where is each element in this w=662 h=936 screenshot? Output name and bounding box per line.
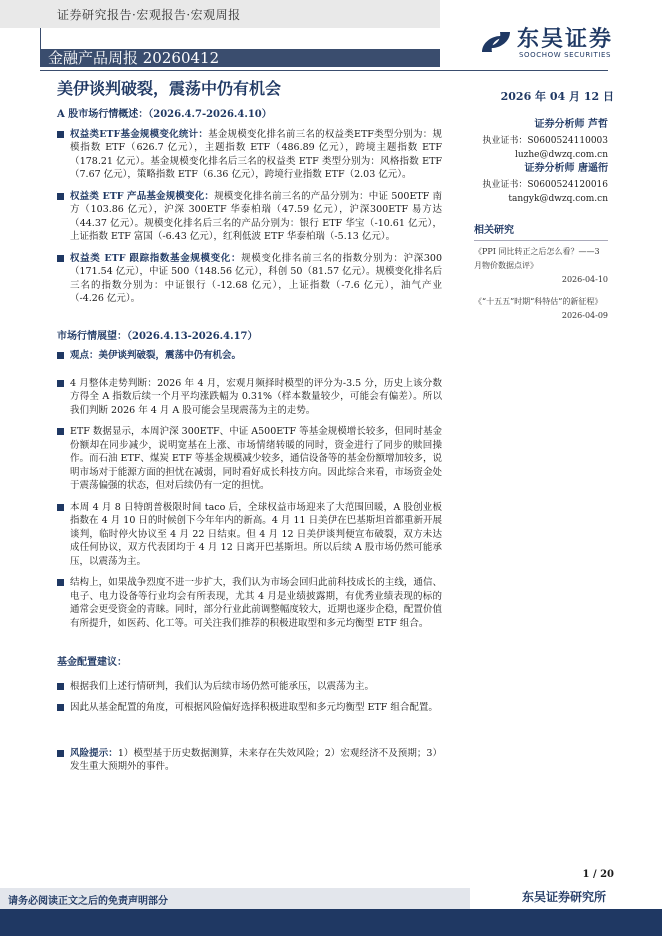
list-item: 权益类 ETF 跟踪指数基金规模变化：规模变化排名前三名的指数分别为：沪深300（171.54 亿元），中证 500（148.56 亿元），科创 50（81.57 亿元）。规模变化排名后三名的指数分别为：中证银行（-12.68 亿元），上证指数（-7.6 亿元），油气产业（-4.26 亿元）。 <box>57 252 442 306</box>
report-series: 金融产品周报 20260412 <box>48 49 220 67</box>
header-rule <box>40 70 608 71</box>
header-divider <box>40 28 41 49</box>
bullet-square-icon <box>57 193 64 200</box>
analyst-name: 证券分析师 芦哲 <box>534 119 608 130</box>
outlook-view: 观点：美伊谈判破裂，震荡中仍有机会。 <box>57 349 442 363</box>
list-item: 结构上，如果战争烈度不进一步扩大，我们认为市场会回归此前科技成长的主线，通信、电子、电力设备等行业均会有所表现，尤其 4 月是业绩披露期，有优秀业绩表现的标的通常会更受资金的青睐。同时，部分行业此前调整幅度较大，近期也逐步企稳，配置价值有所提升，如医药、化工等。可关注我们推荐的积极进取型和多元均衡型 ETF 组合。 <box>57 576 442 630</box>
related-research-link[interactable]: 《PPI 同比转正之后怎么看？——3 月物价数据点评》 <box>474 247 600 270</box>
analyst-email[interactable]: luzhe@dwzq.com.cn <box>514 150 608 160</box>
list-item: 根据我们上述行情研判，我们认为后续市场仍然可能承压，以震荡为主。 <box>57 680 442 694</box>
analyst-license: 执业证书：S0600524120016 <box>482 180 608 190</box>
sidebar <box>474 118 608 331</box>
logo-english: SOOCHOW SECURITIES <box>519 51 612 59</box>
logo-name: 东吴证券 <box>517 27 614 52</box>
related-research-date: 2026-04-09 <box>561 311 608 320</box>
bullet-square-icon <box>57 428 64 435</box>
disclaimer-strip <box>0 888 470 909</box>
bullet-square-icon <box>57 704 64 711</box>
report-date: 2026 年 04 月 12 日 <box>500 90 614 103</box>
main-content <box>57 108 442 782</box>
fund-section-title: 基金配置建议： <box>57 657 127 668</box>
bullet-square-icon <box>57 579 64 586</box>
report-series-bar <box>40 49 440 67</box>
list-item: 权益类 ETF 产品基金规模变化：规模变化排名前三名的产品分别为：中证 500ETF 南方（103.86 亿元），沪深 300ETF 华泰柏瑞（47.59 亿元），沪深300ETF 易方达（44.37 亿元）。规模变化排名后三名的产品分别为：银行 ETF 华宝（-10.61 亿元），上证指数 ETF 富国（-6.43 亿元），红利低波 ETF 华泰柏瑞（-5.13 亿元）。 <box>57 190 442 244</box>
list-item: ETF 数据显示，本周沪深 300ETF、中证 A500ETF 等基金规模增长较多，但同时基金份额却在同步减少，说明宽基在上涨、市场情绪转暖的同时，资金进行了同步的赎回操作。而石油 ETF、煤炭 ETF 等基金规模减少较多，通信设备等的基金份额增加较多，说明市场对于能源方面的担忧在减弱，同时看好成长科技方向。因此综合来看，市场资金处于震荡偏强的状态，但对后续仍有一定的担忧。 <box>57 425 442 493</box>
footer-bar <box>0 909 662 936</box>
outlook-section-title: 市场行情展望：（2026.4.13-2026.4.17） <box>57 330 258 342</box>
disclaimer-text: 请务必阅读正文之后的免责声明部分 <box>8 896 168 907</box>
bullet-square-icon <box>57 380 64 387</box>
report-category: 证券研究报告·宏观报告·宏观周报 <box>57 8 241 22</box>
report-category-bar <box>0 0 440 28</box>
bullet-square-icon <box>57 352 64 359</box>
list-item: 本周 4 月 8 日特朗普极限时间 taco 后，全球权益市场迎来了大范围回暖，A 股创业板指数在 4 月 10 日的时候创下今年年内的新高。4 月 11 日美伊在巴基斯坦首都重新开展谈判，临时停火协议至 4 月 22 日结束。但 4 月 12 日美伊谈判便宣布破裂，双方未达成任何协议，双方代表团均于 4 月 12 日离开巴基斯坦。所以后续 A 股市场仍然可能承压，以震荡为主。 <box>57 501 442 569</box>
list-item: 4 月整体走势判断：2026 年 4 月，宏观月频择时模型的评分为-3.5 分，历史上该分数方得全 A 指数后续一个月平均涨跌幅为 0.31%（样本数量较少，可能会有偏差）。所以我们判断 2026 年 4 月 A 股可能会呈现震荡为主的走势。 <box>57 377 442 418</box>
analyst-name: 证券分析师 唐遥衎 <box>524 163 608 174</box>
footer-org: 东吴证券研究所 <box>521 890 606 904</box>
related-research-date: 2026-04-10 <box>561 275 608 284</box>
related-research-link[interactable]: 《“十五五”时期“科特估”的新征程》 <box>474 297 603 306</box>
bullet-square-icon <box>57 750 64 757</box>
bullet-square-icon <box>57 504 64 511</box>
a-share-section-title: A 股市场行情概述：（2026.4.7-2026.4.10） <box>57 109 272 120</box>
page-number: 1 / 20 <box>582 869 614 880</box>
analyst-license: 执业证书：S0600524110003 <box>482 136 608 146</box>
list-item: 权益类ETF基金规模变化统计：基金规模变化排名前三名的权益类ETF类型分别为：规模指数 ETF（626.7 亿元），主题指数 ETF（486.89 亿元），跨境主题指数 ETF（178.21 亿元）。基金规模变化排名后三名的权益类 ETF 类型分别为：风格指数 ETF（7.67 亿元），策略指数 ETF（6.36 亿元），跨境行业指数 ETF（2.03 亿元）。 <box>57 128 442 182</box>
bullet-square-icon <box>57 255 64 262</box>
list-item: 因此从基金配置的角度，可根据风险偏好选择积极进取型和多元均衡型 ETF 组合配置。 <box>57 701 442 715</box>
risk-warning: 风险提示：1）模型基于历史数据测算，未来存在失效风险；2）宏观经济不及预期；3）发生重大预期外的事件。 <box>57 747 442 774</box>
bullet-square-icon <box>57 683 64 690</box>
related-research-heading: 相关研究 <box>474 224 608 241</box>
bullet-square-icon <box>57 131 64 138</box>
analyst-email[interactable]: tangyk@dwzq.com.cn <box>508 194 608 204</box>
page-title: 美伊谈判破裂，震荡中仍有机会 <box>57 79 282 98</box>
